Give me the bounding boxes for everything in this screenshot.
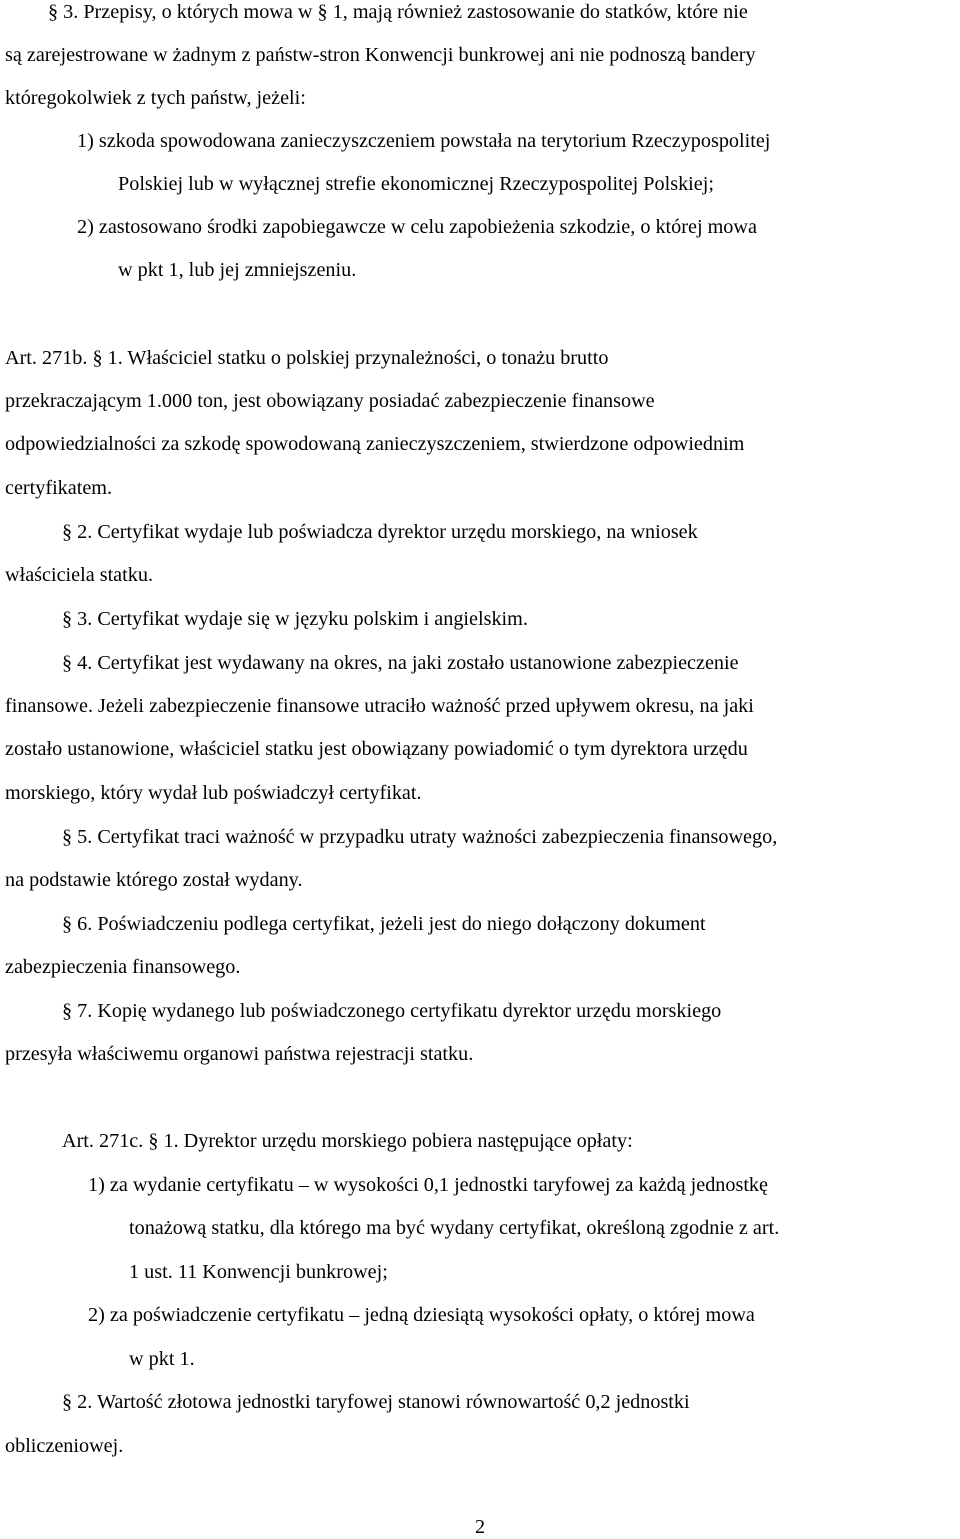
section-4-line: finansowe. Jeżeli zabezpieczenie finansowe utraciło ważność przed upływem okresu, na jaki (5, 695, 754, 717)
section-2-line: § 2. Certyfikat wydaje lub poświadcza dyrektor urzędu morskiego, na wniosek (62, 521, 698, 543)
fee-item-1-line: tonażową statku, dla którego ma być wydany certyfikat, określoną zgodnie z art. (129, 1217, 780, 1239)
fee-item-2-line: 2) za poświadczenie certyfikatu – jedną dziesiątą wysokości opłaty, o której mowa (88, 1304, 755, 1326)
list-item-2-line: 2) zastosowano środki zapobiegawcze w celu zapobieżenia szkodzie, o której mowa (77, 216, 757, 238)
list-item-1-line: Polskiej lub w wyłącznej strefie ekonomicznej Rzeczypospolitej Polskiej; (118, 173, 714, 195)
list-item-2-line: w pkt 1, lub jej zmniejszeniu. (118, 259, 357, 281)
fee-section-2-line: obliczeniowej. (5, 1435, 124, 1457)
section-7-line: przesyła właściwemu organowi państwa rejestracji statku. (5, 1043, 474, 1065)
list-item-1-line: 1) szkoda spowodowana zanieczyszczeniem powstała na terytorium Rzeczypospolitej (77, 130, 771, 152)
text-line: są zarejestrowane w żadnym z państw-stron Konwencji bunkrowej ani nie podnoszą bandery (5, 44, 756, 66)
article-271b-line: odpowiedzialności za szkodę spowodowaną zanieczyszczeniem, stwierdzone odpowiednim (5, 433, 745, 455)
section-4-line: zostało ustanowione, właściciel statku jest obowiązany powiadomić o tym dyrektora urzędu (5, 738, 748, 760)
section-5-line: § 5. Certyfikat traci ważność w przypadku utraty ważności zabezpieczenia finansowego, (62, 826, 778, 848)
article-271b-line: przekraczającym 1.000 ton, jest obowiązany posiadać zabezpieczenie finansowe (5, 390, 655, 412)
section-4-line: § 4. Certyfikat jest wydawany na okres, na jaki zostało ustanowione zabezpieczenie (62, 652, 739, 674)
section-4-line: morskiego, który wydał lub poświadczył certyfikat. (5, 782, 422, 804)
section-6-line: zabezpieczenia finansowego. (5, 956, 241, 978)
section-5-line: na podstawie którego został wydany. (5, 869, 303, 891)
article-271b-line: Art. 271b. § 1. Właściciel statku o polskiej przynależności, o tonażu brutto (5, 347, 609, 369)
article-271b-line: certyfikatem. (5, 477, 113, 499)
fee-item-1-line: 1) za wydanie certyfikatu – w wysokości 0,1 jednostki taryfowej za każdą jednostkę (88, 1174, 768, 1196)
section-6-line: § 6. Poświadczeniu podlega certyfikat, jeżeli jest do niego dołączony dokument (62, 913, 706, 935)
section-2-line: właściciela statku. (5, 564, 153, 586)
section-3-line: § 3. Certyfikat wydaje się w języku polskim i angielskim. (62, 608, 528, 630)
text-line: któregokolwiek z tych państw, jeżeli: (5, 87, 306, 109)
fee-item-1-line: 1 ust. 11 Konwencji bunkrowej; (129, 1261, 388, 1283)
section-7-line: § 7. Kopię wydanego lub poświadczonego certyfikatu dyrektor urzędu morskiego (62, 1000, 722, 1022)
page-number: 2 (474, 1516, 486, 1538)
fee-section-2-line: § 2. Wartość złotowa jednostki taryfowej stanowi równowartość 0,2 jednostki (62, 1391, 690, 1413)
article-271c-line: Art. 271c. § 1. Dyrektor urzędu morskiego pobiera następujące opłaty: (62, 1130, 633, 1152)
text-line: § 3. Przepisy, o których mowa w § 1, mają również zastosowanie do statków, które nie (48, 1, 748, 23)
fee-item-2-line: w pkt 1. (129, 1348, 195, 1370)
